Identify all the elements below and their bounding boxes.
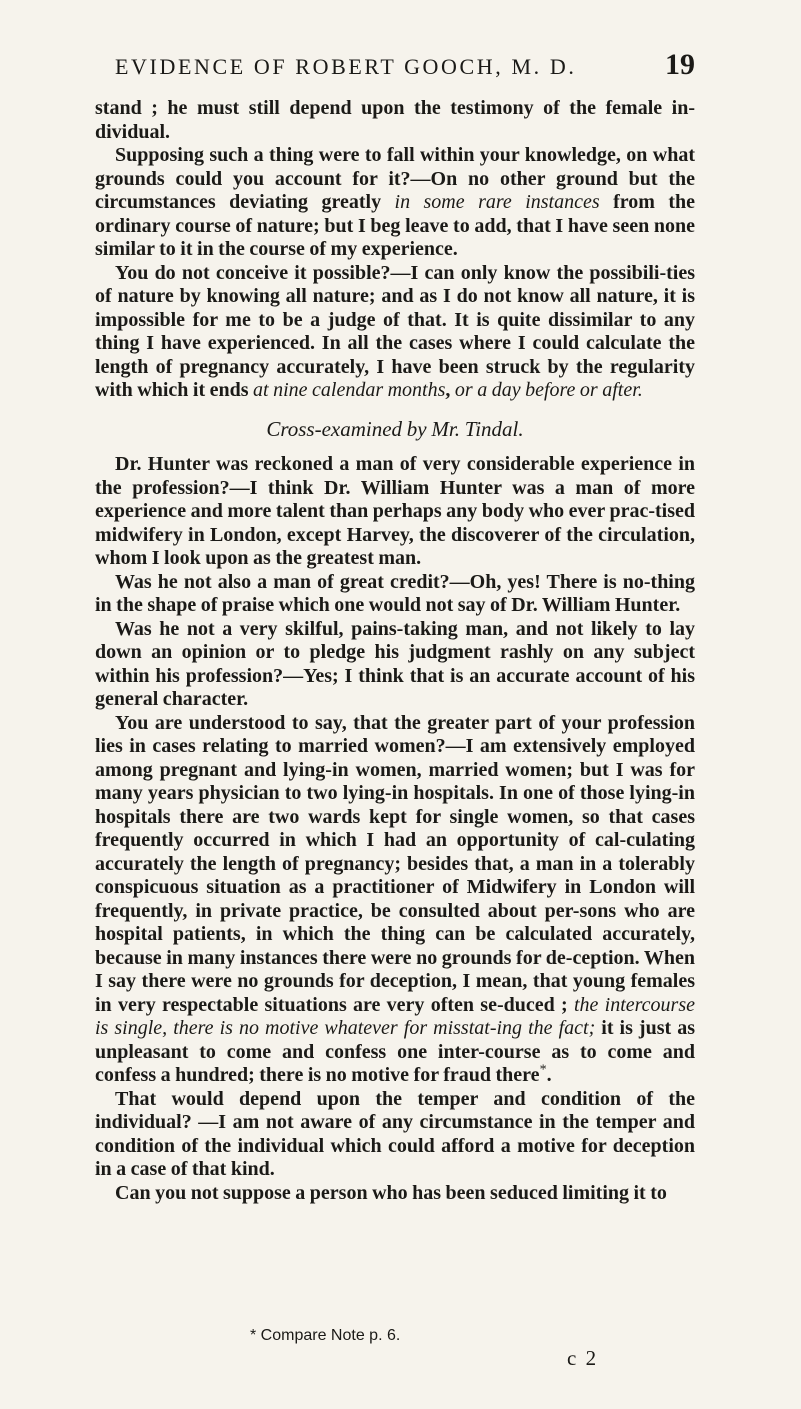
paragraph-3-emphasis-2: or a day before or after. bbox=[454, 379, 643, 401]
paragraph-3 bbox=[95, 262, 695, 403]
footnote: * Compare Note p. 6. bbox=[250, 1327, 401, 1344]
paragraph-3-separator: , bbox=[445, 379, 455, 401]
page-header bbox=[95, 50, 695, 90]
paragraph-7-text-a: You are understood to say, that the greater part of your profession lies in cases relating to married women?—I am extensively employed among pregnant and lying-in women, married women; but I was for many years physician to two lying-in hospitals. In one of those lying-in hospitals there are two wards kept for single women, so that cases frequently occurred in which I had an opportunity of cal-culating accurately the length of pregnancy; besides that, a man in a tolerably conspicuous situation as a practitioner of Midwifery in London will frequently, in private practice, be consulted about per-sons who are hospital patients, in which the thing can be calculated accurately, because in many instances there were no grounds for de-ception. When I say there were no grounds for deception, I mean, that young females in very respectable situations are very often se-duced ; bbox=[95, 711, 695, 1016]
paragraph-9: Can you not suppose a person who has been seduced limiting it to bbox=[115, 1181, 667, 1204]
paragraph-2-text-a: Supposing such a thing were to fall within your knowledge, on what grounds could you account for it?—On no other ground but the circumstances deviating greatly bbox=[95, 144, 695, 213]
paragraph-7-text-c: . bbox=[546, 1064, 552, 1086]
section-heading: Cross-examined by Mr. Tindal. bbox=[266, 416, 524, 441]
body-text bbox=[95, 97, 695, 1205]
page-number: 19 bbox=[665, 48, 695, 81]
paragraph-2-text-b: from the ordinary course of nature; but I beg leave to add, that I have seen none similar to it in the course of my experience. bbox=[95, 191, 696, 260]
paragraph-1: stand ; he must still depend upon the testimony of the female in-dividual. bbox=[95, 97, 695, 143]
paragraph-2 bbox=[95, 144, 695, 262]
paragraph-2-emphasis: in some rare instances bbox=[394, 191, 600, 213]
paragraph-4: Dr. Hunter was reckoned a man of very considerable experience in the profession?—I think Dr. William Hunter was a man of more experience and more talent than perhaps any body who ever prac-tised midwifery in London, except Harvey, the discoverer of the circulation, whom I look upon as the greatest man. bbox=[95, 453, 695, 569]
running-head: EVIDENCE OF ROBERT GOOCH, M. D. bbox=[115, 54, 577, 79]
paragraph-7-text-b: it is just as unpleasant to come and confess one inter-course as to come and confess a hundred; there is no motive for fraud there bbox=[95, 1017, 695, 1086]
paragraph-3-text-a: You do not conceive it possible?—I can only know the possibili-ties of nature by knowing all nature; and as I do not know all nature, it is impossible for me to be a judge of that. It is quite dissimilar to any thing I have experienced. In all the cases where I could calculate the length of pregnancy accurately, I have been struck by the regularity with which it ends bbox=[95, 261, 695, 401]
footnote-marker: * bbox=[539, 1062, 547, 1078]
paragraph-7 bbox=[95, 712, 695, 1088]
paragraph-6: Was he not a very skilful, pains-taking man, and not likely to lay down an opinion or to pledge his judgment rashly on any subject within his profession?—Yes; I think that is an accurate account of his general character. bbox=[95, 617, 695, 710]
paragraph-8: That would depend upon the temper and condition of the individual? —I am not aware of any circumstance in the temper and condition of the individual which could afford a motive for deception in a case of that kind. bbox=[95, 1087, 695, 1180]
paragraph-3-emphasis-1: at nine calendar months bbox=[253, 379, 446, 401]
paragraph-5: Was he not also a man of great credit?—Oh, yes! There is no-thing in the shape of praise which one would not say of Dr. William Hunter. bbox=[95, 570, 695, 616]
paragraph-7-emphasis: the intercourse is single, there is no motive whatever for misstat-ing the fact; bbox=[95, 993, 695, 1039]
signature-mark: c 2 bbox=[567, 1346, 599, 1370]
